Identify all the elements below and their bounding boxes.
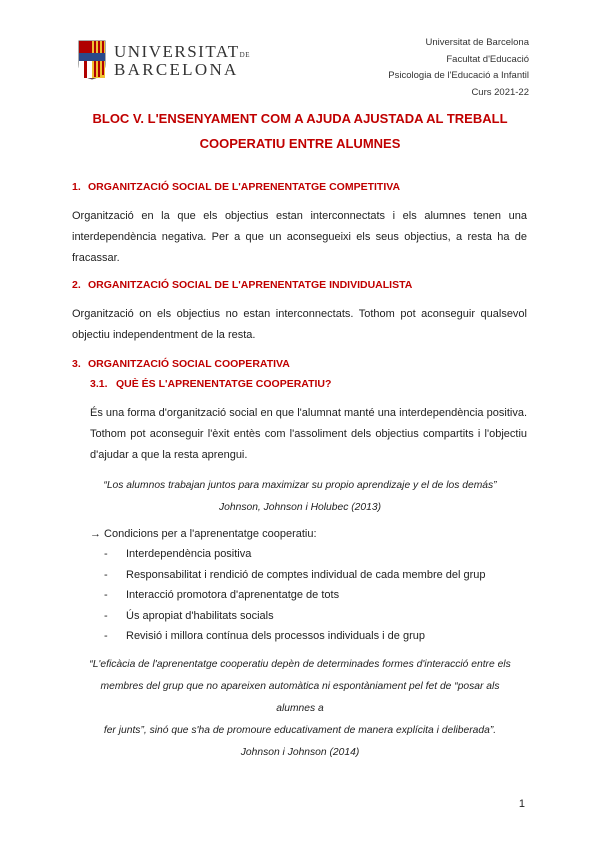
subsection-heading-3-1 [90,378,331,390]
section-number: 1. [72,181,81,193]
bullet-dash: - [104,568,108,581]
section-2-paragraph: Organització on els objectius no estan interconnectats. Tothom pot aconseguir qualsevol objectiu independentment de la resta. [72,308,527,341]
subsection-3-1-paragraph: És una forma d'organització social en que l'alumnat manté una interdependència positiva. Tothom pot aconseguir l'èxit entès com l'assoliment dels objectius compartits i l'objectiu d'ajudar a que la resta aprengui. [90,407,527,461]
bullet-dash: - [104,609,108,622]
quote-line: membres del grup que no apareixen automàtica ni espontàniament pel fet de “posar als alumnes a [100,681,500,714]
logo-text-line1: UNIVERSITATDE [114,42,250,61]
bullet-dash: - [104,589,108,601]
quote-block-2 [80,654,520,764]
section-title: ORGANITZACIÓ SOCIAL DE L'APRENENTATGE INDIVIDUALISTA [88,279,413,291]
list-item-text: Ús apropiat d'habilitats socials [126,609,274,622]
list-item [104,565,486,586]
title-line: COOPERATIU ENTRE ALUMNES [199,136,401,151]
bullet-dash: - [104,548,108,560]
quote-line: fer junts”, sinó que s'ha de promoure educativament de manera explícita i deliberada”. [103,725,497,736]
header-info-line: Facultat d'Educació [446,53,529,65]
quote-author: Johnson i Johnson (2014) [240,747,360,758]
header-info-line: Psicologia de l'Educació a Infantil [388,70,529,81]
section-1-paragraph: Organització en la que els objectius estan interconnectats i els alumnes tenen una interdependència negativa. Per a que un aconsegueixi els seus objectius, a resta ha de fracassar. [72,210,527,264]
subsection-title: QUÈ ÉS L'APRENENTATGE COOPERATIU? [116,378,332,390]
header-info [388,35,529,101]
list-item [104,544,486,565]
section-heading-1 [72,181,400,193]
list-item-text: Responsabilitat i rendició de comptes individual de cada membre del grup [126,568,486,581]
list-item-text: Revisió i millora contínua dels processos individuals i de grup [126,630,425,642]
section-title: ORGANITZACIÓ SOCIAL DE L'APRENENTATGE COMPETITIVA [88,181,401,193]
bullet-dash: - [104,630,108,642]
page-number: 1 [518,798,525,810]
quote-text: “Los alumnos trabajan juntos para maximizar su propio aprendizaje y el de los demás” [103,480,497,491]
shield-icon [78,40,106,80]
quote-author: Johnson, Johnson i Holubec (2013) [219,502,381,513]
section-heading-3 [72,358,290,370]
header-info-line: Universitat de Barcelona [425,37,529,48]
header-info-line: Curs 2021-22 [471,86,529,98]
section-number: 2. [72,279,81,291]
subsection-number: 3.1. [90,378,108,390]
page-title [80,106,520,156]
list-item [104,606,486,627]
university-logo [78,40,250,82]
list-item [104,626,486,647]
quote-line: “L'eficàcia de l'aprenentatge cooperatiu depèn de determinades formes d'interacció entre els [89,659,511,670]
section-number: 3. [72,358,81,370]
section-heading-2 [72,279,412,291]
list-item [104,585,486,606]
list-item-text: Interdependència positiva [126,548,252,560]
logo-text-line2: BARCELONA [114,60,239,79]
quote-block-1 [80,475,520,519]
list-item-text: Interacció promotora d'aprenentatge de tots [126,589,340,601]
conditions-intro: → Condicions per a l'aprenentatge cooperatiu: [90,528,317,540]
section-title: ORGANITZACIÓ SOCIAL COOPERATIVA [88,358,290,370]
conditions-list [104,544,486,647]
title-line: BLOC V. L'ENSENYAMENT COM A AJUDA AJUSTADA AL TREBALL [92,111,508,126]
